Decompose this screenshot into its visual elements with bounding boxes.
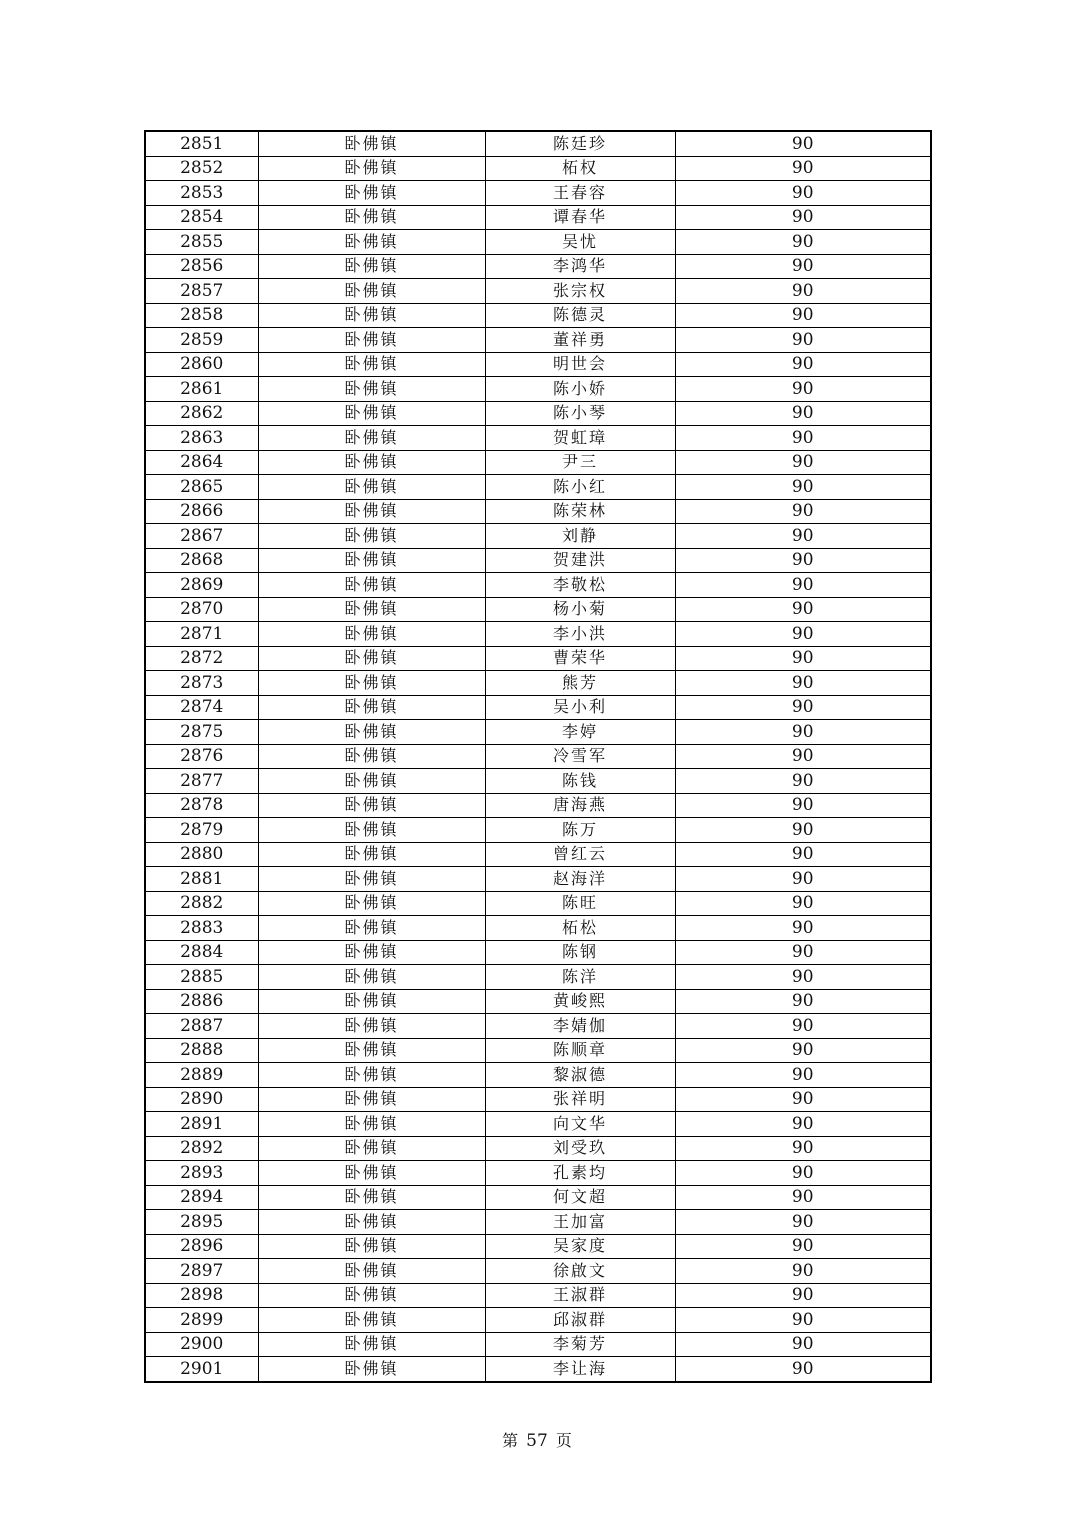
cell-amount: 90 <box>675 131 931 156</box>
table-row <box>145 597 931 622</box>
table-row <box>145 1357 931 1382</box>
cell-amount: 90 <box>675 1308 931 1333</box>
cell-town: 卧佛镇 <box>258 1234 485 1259</box>
cell-town: 卧佛镇 <box>258 401 485 426</box>
cell-town: 卧佛镇 <box>258 426 485 451</box>
cell-amount: 90 <box>675 842 931 867</box>
cell-number: 2888 <box>145 1038 258 1063</box>
cell-amount: 90 <box>675 279 931 304</box>
cell-town: 卧佛镇 <box>258 1259 485 1284</box>
cell-amount: 90 <box>675 597 931 622</box>
cell-name: 陈洋 <box>485 965 675 990</box>
cell-town: 卧佛镇 <box>258 230 485 255</box>
cell-town: 卧佛镇 <box>258 1161 485 1186</box>
table-row <box>145 769 931 794</box>
cell-number: 2893 <box>145 1161 258 1186</box>
cell-town: 卧佛镇 <box>258 1063 485 1088</box>
cell-number: 2866 <box>145 499 258 524</box>
cell-number: 2857 <box>145 279 258 304</box>
cell-number: 2900 <box>145 1332 258 1357</box>
table-row <box>145 377 931 402</box>
table-row <box>145 328 931 353</box>
cell-town: 卧佛镇 <box>258 181 485 206</box>
cell-town: 卧佛镇 <box>258 548 485 573</box>
table-row <box>145 573 931 598</box>
table-row <box>145 891 931 916</box>
cell-amount: 90 <box>675 793 931 818</box>
cell-amount: 90 <box>675 377 931 402</box>
cell-amount: 90 <box>675 524 931 549</box>
records-table-body <box>145 131 931 1382</box>
cell-town: 卧佛镇 <box>258 352 485 377</box>
cell-number: 2865 <box>145 475 258 500</box>
cell-town: 卧佛镇 <box>258 597 485 622</box>
cell-amount: 90 <box>675 1136 931 1161</box>
table-row <box>145 279 931 304</box>
cell-name: 陈荣林 <box>485 499 675 524</box>
cell-number: 2871 <box>145 622 258 647</box>
cell-name: 曾红云 <box>485 842 675 867</box>
cell-amount: 90 <box>675 1087 931 1112</box>
page-number: 57 <box>526 1431 548 1451</box>
cell-amount: 90 <box>675 499 931 524</box>
cell-number: 2898 <box>145 1283 258 1308</box>
cell-amount: 90 <box>675 328 931 353</box>
table-row <box>145 1136 931 1161</box>
cell-town: 卧佛镇 <box>258 671 485 696</box>
table-row <box>145 131 931 156</box>
cell-town: 卧佛镇 <box>258 989 485 1014</box>
cell-number: 2851 <box>145 131 258 156</box>
cell-name: 陈德灵 <box>485 303 675 328</box>
table-row <box>145 842 931 867</box>
cell-number: 2863 <box>145 426 258 451</box>
cell-amount: 90 <box>675 573 931 598</box>
table-row <box>145 720 931 745</box>
cell-amount: 90 <box>675 475 931 500</box>
cell-number: 2859 <box>145 328 258 353</box>
cell-name: 刘受玖 <box>485 1136 675 1161</box>
cell-name: 刘静 <box>485 524 675 549</box>
cell-name: 陈旺 <box>485 891 675 916</box>
table-row <box>145 352 931 377</box>
cell-amount: 90 <box>675 671 931 696</box>
cell-number: 2901 <box>145 1357 258 1382</box>
cell-town: 卧佛镇 <box>258 1038 485 1063</box>
cell-amount: 90 <box>675 744 931 769</box>
cell-number: 2880 <box>145 842 258 867</box>
cell-name: 冷雪军 <box>485 744 675 769</box>
cell-name: 柘权 <box>485 156 675 181</box>
cell-number: 2862 <box>145 401 258 426</box>
cell-name: 邱淑群 <box>485 1308 675 1333</box>
cell-number: 2885 <box>145 965 258 990</box>
cell-name: 陈万 <box>485 818 675 843</box>
cell-town: 卧佛镇 <box>258 328 485 353</box>
cell-name: 李婷 <box>485 720 675 745</box>
cell-town: 卧佛镇 <box>258 279 485 304</box>
cell-number: 2867 <box>145 524 258 549</box>
cell-number: 2883 <box>145 916 258 941</box>
cell-amount: 90 <box>675 965 931 990</box>
cell-name: 李小洪 <box>485 622 675 647</box>
page-footer <box>0 1430 1074 1452</box>
cell-town: 卧佛镇 <box>258 524 485 549</box>
cell-town: 卧佛镇 <box>258 1357 485 1382</box>
cell-amount: 90 <box>675 989 931 1014</box>
cell-town: 卧佛镇 <box>258 573 485 598</box>
cell-town: 卧佛镇 <box>258 1014 485 1039</box>
table-row <box>145 1161 931 1186</box>
cell-amount: 90 <box>675 1038 931 1063</box>
table-row <box>145 1332 931 1357</box>
table-row <box>145 303 931 328</box>
table-row <box>145 793 931 818</box>
cell-name: 杨小菊 <box>485 597 675 622</box>
cell-name: 何文超 <box>485 1185 675 1210</box>
cell-name: 张宗权 <box>485 279 675 304</box>
table-row <box>145 1063 931 1088</box>
cell-name: 李敬松 <box>485 573 675 598</box>
cell-amount: 90 <box>675 1283 931 1308</box>
cell-number: 2864 <box>145 450 258 475</box>
cell-name: 陈钱 <box>485 769 675 794</box>
cell-amount: 90 <box>675 156 931 181</box>
cell-amount: 90 <box>675 916 931 941</box>
cell-town: 卧佛镇 <box>258 1332 485 1357</box>
cell-number: 2860 <box>145 352 258 377</box>
cell-name: 赵海洋 <box>485 867 675 892</box>
cell-town: 卧佛镇 <box>258 450 485 475</box>
cell-amount: 90 <box>675 695 931 720</box>
cell-town: 卧佛镇 <box>258 842 485 867</box>
cell-name: 唐海燕 <box>485 793 675 818</box>
cell-name: 李鸿华 <box>485 254 675 279</box>
cell-name: 向文华 <box>485 1112 675 1137</box>
cell-amount: 90 <box>675 1332 931 1357</box>
cell-number: 2858 <box>145 303 258 328</box>
cell-name: 董祥勇 <box>485 328 675 353</box>
cell-amount: 90 <box>675 426 931 451</box>
cell-town: 卧佛镇 <box>258 1185 485 1210</box>
table-row <box>145 1308 931 1333</box>
cell-number: 2854 <box>145 205 258 230</box>
cell-name: 李让海 <box>485 1357 675 1382</box>
table-row <box>145 818 931 843</box>
cell-amount: 90 <box>675 1014 931 1039</box>
cell-town: 卧佛镇 <box>258 622 485 647</box>
cell-number: 2887 <box>145 1014 258 1039</box>
cell-name: 陈钢 <box>485 940 675 965</box>
cell-amount: 90 <box>675 720 931 745</box>
table-row <box>145 695 931 720</box>
cell-name: 王淑群 <box>485 1283 675 1308</box>
table-row <box>145 867 931 892</box>
cell-name: 王春容 <box>485 181 675 206</box>
cell-amount: 90 <box>675 1112 931 1137</box>
cell-town: 卧佛镇 <box>258 377 485 402</box>
cell-number: 2873 <box>145 671 258 696</box>
cell-town: 卧佛镇 <box>258 940 485 965</box>
cell-amount: 90 <box>675 205 931 230</box>
cell-town: 卧佛镇 <box>258 1136 485 1161</box>
cell-name: 熊芳 <box>485 671 675 696</box>
cell-number: 2886 <box>145 989 258 1014</box>
cell-number: 2889 <box>145 1063 258 1088</box>
cell-town: 卧佛镇 <box>258 916 485 941</box>
cell-town: 卧佛镇 <box>258 965 485 990</box>
cell-amount: 90 <box>675 1357 931 1382</box>
cell-amount: 90 <box>675 254 931 279</box>
table-row <box>145 524 931 549</box>
cell-number: 2868 <box>145 548 258 573</box>
cell-amount: 90 <box>675 940 931 965</box>
cell-amount: 90 <box>675 1210 931 1235</box>
cell-number: 2876 <box>145 744 258 769</box>
records-table <box>144 130 932 1383</box>
cell-number: 2870 <box>145 597 258 622</box>
cell-name: 李婧伽 <box>485 1014 675 1039</box>
cell-number: 2879 <box>145 818 258 843</box>
cell-number: 2861 <box>145 377 258 402</box>
cell-name: 陈顺章 <box>485 1038 675 1063</box>
cell-town: 卧佛镇 <box>258 1112 485 1137</box>
cell-name: 吴家度 <box>485 1234 675 1259</box>
cell-number: 2891 <box>145 1112 258 1137</box>
cell-amount: 90 <box>675 1259 931 1284</box>
cell-number: 2874 <box>145 695 258 720</box>
cell-name: 贺建洪 <box>485 548 675 573</box>
cell-name: 吴小利 <box>485 695 675 720</box>
cell-name: 陈小琴 <box>485 401 675 426</box>
table-row <box>145 916 931 941</box>
cell-name: 谭春华 <box>485 205 675 230</box>
cell-amount: 90 <box>675 181 931 206</box>
table-row <box>145 940 931 965</box>
table-row <box>145 1112 931 1137</box>
table-row <box>145 965 931 990</box>
table-row <box>145 181 931 206</box>
cell-amount: 90 <box>675 769 931 794</box>
table-row <box>145 1087 931 1112</box>
table-row <box>145 1283 931 1308</box>
table-row <box>145 426 931 451</box>
table-row <box>145 989 931 1014</box>
cell-town: 卧佛镇 <box>258 156 485 181</box>
cell-amount: 90 <box>675 352 931 377</box>
cell-name: 吴忧 <box>485 230 675 255</box>
cell-town: 卧佛镇 <box>258 744 485 769</box>
cell-town: 卧佛镇 <box>258 891 485 916</box>
cell-number: 2894 <box>145 1185 258 1210</box>
cell-town: 卧佛镇 <box>258 475 485 500</box>
table-row <box>145 548 931 573</box>
table-row <box>145 205 931 230</box>
cell-town: 卧佛镇 <box>258 867 485 892</box>
cell-number: 2875 <box>145 720 258 745</box>
cell-number: 2892 <box>145 1136 258 1161</box>
cell-number: 2896 <box>145 1234 258 1259</box>
cell-name: 陈廷珍 <box>485 131 675 156</box>
page-label-prefix: 第 <box>502 1431 519 1450</box>
cell-name: 王加富 <box>485 1210 675 1235</box>
cell-number: 2884 <box>145 940 258 965</box>
page-label-suffix: 页 <box>555 1431 572 1450</box>
cell-amount: 90 <box>675 891 931 916</box>
table-row <box>145 1210 931 1235</box>
cell-amount: 90 <box>675 548 931 573</box>
cell-town: 卧佛镇 <box>258 1283 485 1308</box>
cell-number: 2897 <box>145 1259 258 1284</box>
cell-town: 卧佛镇 <box>258 499 485 524</box>
cell-town: 卧佛镇 <box>258 720 485 745</box>
cell-number: 2890 <box>145 1087 258 1112</box>
cell-town: 卧佛镇 <box>258 303 485 328</box>
cell-number: 2856 <box>145 254 258 279</box>
cell-town: 卧佛镇 <box>258 205 485 230</box>
cell-number: 2869 <box>145 573 258 598</box>
cell-town: 卧佛镇 <box>258 818 485 843</box>
cell-number: 2855 <box>145 230 258 255</box>
cell-town: 卧佛镇 <box>258 695 485 720</box>
cell-amount: 90 <box>675 1161 931 1186</box>
table-row <box>145 475 931 500</box>
table-row <box>145 254 931 279</box>
cell-amount: 90 <box>675 450 931 475</box>
cell-name: 柘松 <box>485 916 675 941</box>
cell-number: 2852 <box>145 156 258 181</box>
cell-amount: 90 <box>675 867 931 892</box>
table-row <box>145 671 931 696</box>
cell-town: 卧佛镇 <box>258 1308 485 1333</box>
table-row <box>145 1014 931 1039</box>
table-row <box>145 622 931 647</box>
cell-town: 卧佛镇 <box>258 131 485 156</box>
table-row <box>145 401 931 426</box>
table-row <box>145 646 931 671</box>
cell-town: 卧佛镇 <box>258 254 485 279</box>
cell-number: 2895 <box>145 1210 258 1235</box>
cell-town: 卧佛镇 <box>258 1210 485 1235</box>
cell-name: 孔素均 <box>485 1161 675 1186</box>
cell-name: 明世会 <box>485 352 675 377</box>
table-row <box>145 1185 931 1210</box>
cell-town: 卧佛镇 <box>258 793 485 818</box>
table-row <box>145 450 931 475</box>
cell-town: 卧佛镇 <box>258 769 485 794</box>
cell-name: 曹荣华 <box>485 646 675 671</box>
cell-amount: 90 <box>675 230 931 255</box>
cell-name: 尹三 <box>485 450 675 475</box>
table-row <box>145 1038 931 1063</box>
cell-name: 陈小娇 <box>485 377 675 402</box>
cell-number: 2877 <box>145 769 258 794</box>
cell-amount: 90 <box>675 646 931 671</box>
cell-amount: 90 <box>675 622 931 647</box>
cell-town: 卧佛镇 <box>258 1087 485 1112</box>
table-row <box>145 1234 931 1259</box>
cell-town: 卧佛镇 <box>258 646 485 671</box>
table-row <box>145 230 931 255</box>
cell-name: 贺虹璋 <box>485 426 675 451</box>
cell-amount: 90 <box>675 1185 931 1210</box>
table-row <box>145 744 931 769</box>
cell-amount: 90 <box>675 818 931 843</box>
cell-name: 陈小红 <box>485 475 675 500</box>
cell-number: 2872 <box>145 646 258 671</box>
table-row <box>145 1259 931 1284</box>
cell-number: 2899 <box>145 1308 258 1333</box>
cell-number: 2882 <box>145 891 258 916</box>
cell-name: 黎淑德 <box>485 1063 675 1088</box>
cell-name: 李菊芳 <box>485 1332 675 1357</box>
cell-name: 张祥明 <box>485 1087 675 1112</box>
cell-name: 黄峻熙 <box>485 989 675 1014</box>
cell-amount: 90 <box>675 401 931 426</box>
table-row <box>145 156 931 181</box>
cell-amount: 90 <box>675 1063 931 1088</box>
cell-number: 2853 <box>145 181 258 206</box>
table-row <box>145 499 931 524</box>
cell-name: 徐啟文 <box>485 1259 675 1284</box>
cell-amount: 90 <box>675 303 931 328</box>
cell-amount: 90 <box>675 1234 931 1259</box>
cell-number: 2881 <box>145 867 258 892</box>
cell-number: 2878 <box>145 793 258 818</box>
